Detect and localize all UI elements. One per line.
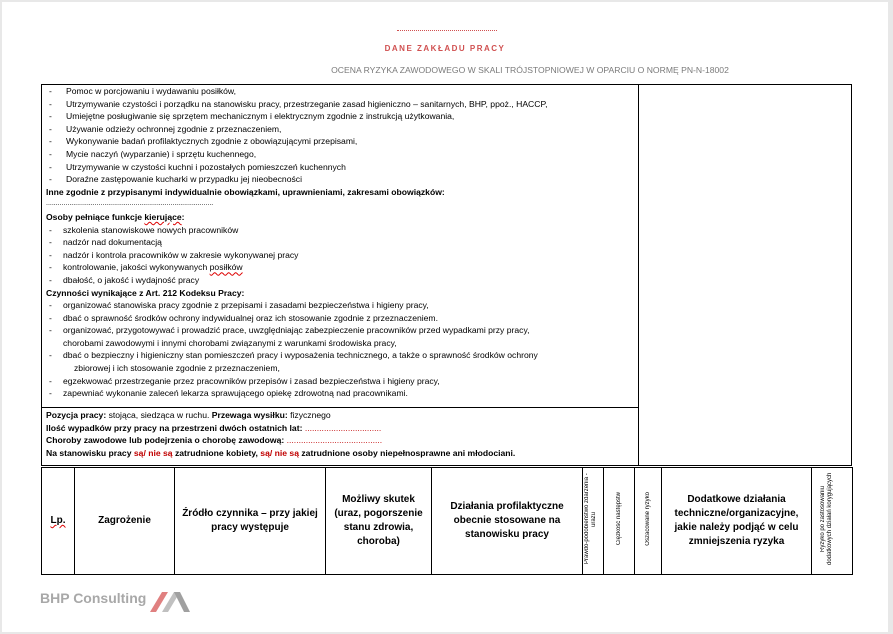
- manager-item: - nadzór nad dokumentacją: [46, 236, 636, 249]
- manager-item-4-word: posiłków: [209, 262, 243, 273]
- col-header-probability: [583, 468, 604, 575]
- row-divider: [42, 407, 638, 408]
- lp-label: Lp.: [50, 515, 66, 526]
- duty-item: - Umiejętne posługiwanie się sprzętem mechanicznym i elektrycznym zgodnie z instrukcją użytkowania,: [46, 110, 636, 123]
- manager-item: - nadzór i kontrola pracowników w zakresie wykonywanej pracy: [46, 249, 636, 262]
- duty-item: - Pomoc w porcjowaniu i wydawaniu posiłków,: [46, 85, 636, 98]
- managers-heading: [46, 211, 636, 224]
- risk-assessment-table: [41, 467, 853, 575]
- occupational-diseases: [46, 434, 636, 447]
- effort-label: Przewaga wysiłku:: [211, 410, 288, 420]
- manager-item-4-text: kontrolowanie, jakości wykonywanych: [63, 262, 210, 273]
- duty-item: - Utrzymywanie w czystości kuchni i pozostałych pomieszczeń kuchennych: [46, 161, 636, 174]
- managers-heading-word: kierujące: [144, 211, 182, 222]
- diseases-label: Choroby zawodowe lub podejrzenia o chorobę zawodową:: [46, 435, 285, 446]
- work-position-label: Pozycja pracy:: [46, 410, 107, 420]
- art212-item-continuation: chorobami zawodowymi i innymi chorobami związanymi z warunkami środowiska pracy,: [63, 337, 397, 348]
- col-header-residual: [812, 468, 853, 575]
- diseases-dots: ........................................: [284, 435, 383, 446]
- art212-heading: Czynności wynikające z Art. 212 Kodeksu Pracy:: [46, 287, 245, 298]
- logo-icon: [148, 588, 192, 614]
- art212-item: - organizować, przygotowywać i prowadzić prace, uwzględniając zabezpieczenie pracowników przed wypadkami przy pracy,: [46, 324, 636, 337]
- manager-item: [46, 261, 636, 274]
- table-header-row: [42, 468, 853, 575]
- residual-label: Ryzyko po zastosowaniu dodatkowych działań korygujących: [820, 472, 833, 565]
- col-header-risk: [635, 468, 662, 575]
- col-header-severity: [604, 468, 635, 575]
- manager-item: - dbałość, o jakość i wydajność pracy: [46, 274, 636, 287]
- accidents-count: [46, 422, 636, 435]
- women-option: są/ nie są: [133, 447, 173, 458]
- company-logo: BHP Consulting: [40, 590, 147, 606]
- employment-text-2: zatrudnione kobiety,: [172, 447, 261, 458]
- manager-item: - szkolenia stanowiskowe nowych pracowników: [46, 224, 636, 237]
- employment-text-3: zatrudnione osoby niepełnosprawne ani młodociani.: [299, 447, 516, 458]
- col-header-source: Źródło czynnika – przy jakiej pracy występuje: [175, 468, 326, 575]
- accidents-label: Ilość wypadków przy pracy na przestrzeni dwóch ostatnich lat:: [46, 422, 303, 433]
- art212-item: - organizować stanowiska pracy zgodnie z przepisami i zasadami bezpieczeństwa i higieny pracy,: [46, 299, 636, 312]
- accidents-dots: ................................: [302, 422, 382, 433]
- art212-item-continuation: zbiorowej i ich stosowanie zgodnie z przeznaczeniem,: [74, 363, 280, 374]
- art212-item: - dbać o sprawność środków ochrony indywidualnej oraz ich stosowanie zgodnie z przeznaczeniem.: [46, 312, 636, 325]
- work-position-value: stojąca, siedząca w ruchu.: [106, 410, 212, 420]
- art212-item: - egzekwować przestrzeganie przez pracowników przepisów i zasad bezpieczeństwa i higieny pracy,: [46, 375, 636, 388]
- duty-item: - Utrzymywanie czystości i porządku na stanowisku pracy, przestrzeganie zasad higieniczno – sanitarnych, BHP, ppoż., HACCP,: [46, 98, 636, 111]
- duties-content: [46, 85, 636, 400]
- col-header-additional: Dodatkowe działania techniczne/organizacyjne, jakie należy podjąć w celu zmniejszenia ryzyka: [662, 468, 812, 575]
- duty-item: - Wykonywanie badań profilaktycznych zgodnie z obowiązującymi przepisami,: [46, 135, 636, 148]
- risk-label: Oszacowane ryzyko: [644, 491, 651, 546]
- col-header-lp: [42, 468, 75, 575]
- art212-item: - dbać o bezpieczny i higieniczny stan pomieszczeń pracy i wyposażenia technicznego, a także o sprawność środków ochrony: [46, 349, 636, 362]
- job-conditions: [46, 409, 636, 459]
- company-dots: [397, 30, 497, 31]
- col-header-hazard: Zagrożenie: [75, 468, 175, 575]
- managers-heading-suffix: :: [181, 211, 185, 222]
- duty-item: - Mycie naczyń (wyparzanie) i sprzętu kuchennego,: [46, 148, 636, 161]
- managers-heading-prefix: Osoby pełniące funkcje: [46, 211, 145, 222]
- other-duties-heading: Inne zgodnie z przypisanymi indywidualnie obowiązkami, uprawnieniami, zakresami obowiązków:: [46, 186, 445, 197]
- work-position: [46, 409, 636, 422]
- severity-label: Ciężkość następstw: [615, 491, 622, 546]
- duty-item: - Doraźne zastępowanie kucharki w przypadku jej nieobecności: [46, 173, 636, 186]
- job-description-box: [41, 84, 852, 466]
- employment-text-1: Na stanowisku pracy: [46, 447, 134, 458]
- column-divider: [638, 85, 639, 465]
- employment-statement: [46, 447, 636, 460]
- effort-value: fizycznego: [287, 410, 331, 420]
- other-duties-dots: ......................................................................................: [46, 200, 214, 208]
- disabled-option: są/ nie są: [260, 447, 299, 458]
- company-heading: DANE ZAKŁADU PRACY: [384, 44, 506, 53]
- col-header-effect: Możliwy skutek (uraz, pogorszenie stanu zdrowia, choroba): [326, 468, 432, 575]
- document-title: OCENA RYZYKA ZAWODOWEGO W SKALI TRÓJSTOPNIOWEJ W OPARCIU O NORMĘ PN-N-18002: [331, 65, 729, 75]
- probability-label: Prawdo-podobieństwo zdarzenia - urazu: [584, 473, 597, 564]
- art212-item: - zapewniać wykonanie zaleceń lekarza sprawującego opiekę zdrowotną nad pracownikami.: [46, 387, 636, 400]
- col-header-prevention: Działania profilaktyczne obecnie stosowane na stanowisku pracy: [432, 468, 583, 575]
- duty-item: - Używanie odzieży ochronnej zgodnie z przeznaczeniem,: [46, 123, 636, 136]
